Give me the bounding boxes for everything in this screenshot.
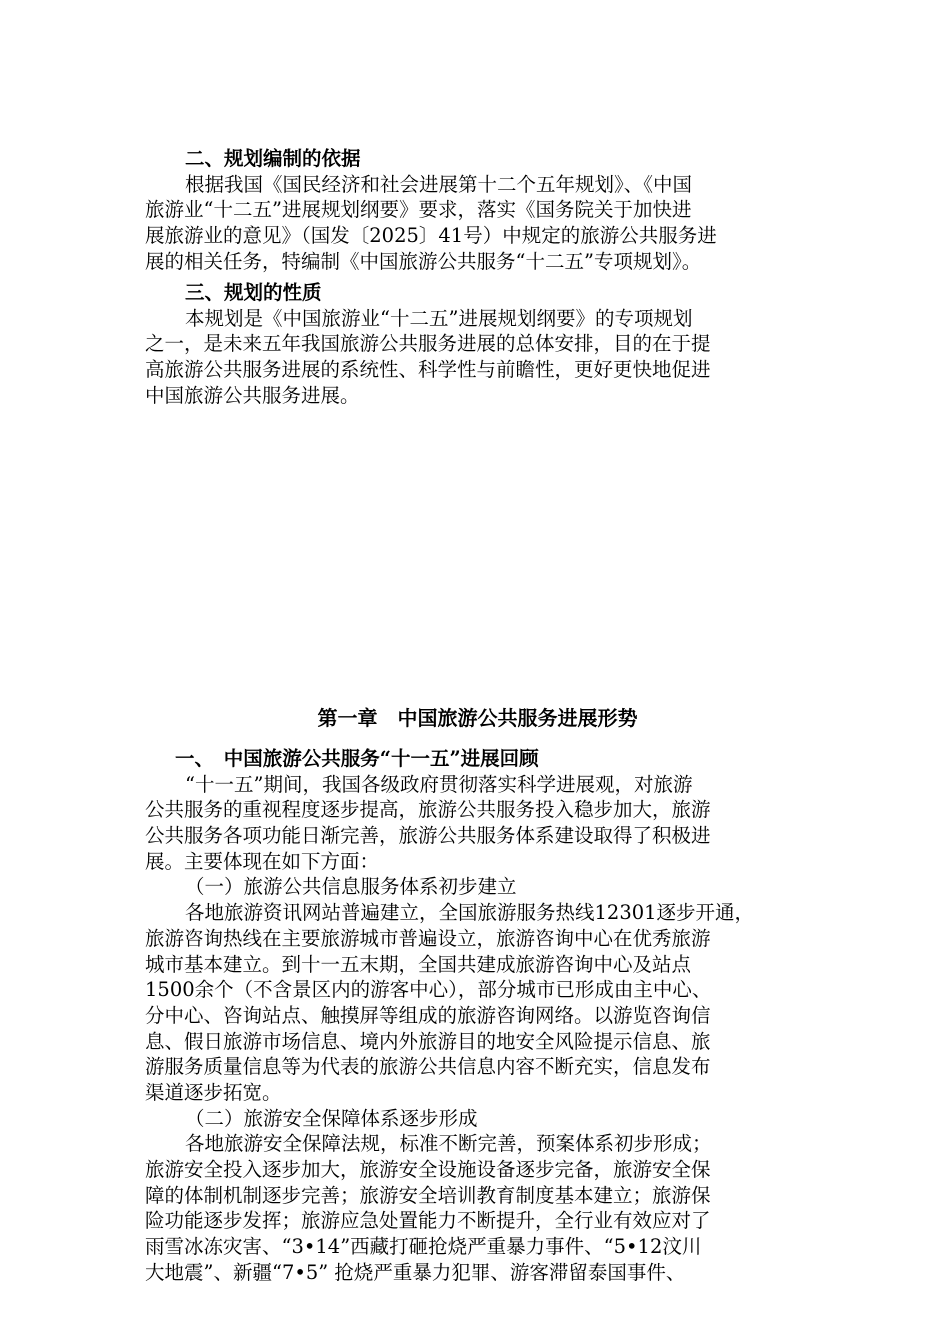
section-basis (145, 146, 810, 274)
paragraph-line: “十一五”期间，我国各级政府贯彻落实科学进展观，对旅游 (185, 772, 693, 796)
section-nature (145, 280, 810, 408)
paragraph-line: 渠道逐步拓宽。 (145, 1080, 282, 1104)
paragraph-line: 本规划是《中国旅游业“十二五”进展规划纲要》的专项规划 (185, 306, 693, 330)
section-heading-nature: 三、规划的性质 (185, 281, 322, 304)
paragraph-line: 公共服务各项功能日渐完善，旅游公共服务体系建设取得了积极进 (145, 824, 711, 848)
subsection-heading: 一、 中国旅游公共服务“十一五”进展回顾 (175, 747, 539, 770)
paragraph-line: 旅游咨询热线在主要旅游城市普遍设立，旅游咨询中心在优秀旅游 (145, 926, 711, 950)
paragraph-line: 展旅游业的意见》（国发〔2025〕41号）中规定的旅游公共服务进 (145, 224, 717, 248)
item-heading: （二）旅游安全保障体系逐步形成 (185, 1106, 478, 1130)
section-heading-basis: 二、规划编制的依据 (185, 147, 361, 170)
paragraph-line: 1500余个（不含景区内的游客中心），部分城市已形成由主中心、 (145, 978, 712, 1002)
paragraph-line: 公共服务的重视程度逐步提高，旅游公共服务投入稳步加大，旅游 (145, 798, 711, 822)
paragraph-line: 各地旅游安全保障法规，标准不断完善，预案体系初步形成； (185, 1132, 712, 1156)
paragraph-line: 各地旅游资讯网站普遍建立，全国旅游服务热线12301逐步开通， (185, 901, 755, 925)
paragraph-line: 险功能逐步发挥；旅游应急处置能力不断提升，全行业有效应对了 (145, 1209, 711, 1233)
item-heading: （一）旅游公共信息服务体系初步建立 (185, 875, 517, 899)
paragraph-line: 游服务质量信息等为代表的旅游公共信息内容不断充实，信息发布 (145, 1055, 711, 1079)
paragraph-line: 旅游安全投入逐步加大，旅游安全设施设备逐步完备，旅游安全保 (145, 1158, 711, 1181)
paragraph-line: 城市基本建立。到十一五末期，全国共建成旅游咨询中心及站点 (145, 952, 692, 976)
paragraph-line: 展。主要体现在如下方面： (145, 849, 380, 873)
chapter-title: 第一章 中国旅游公共服务进展形势 (317, 706, 638, 730)
paragraph-line: 展的相关任务，特编制《中国旅游公共服务“十二五”专项规划》。 (145, 249, 702, 273)
paragraph-line: 障的体制机制逐步完善；旅游安全培训教育制度基本建立；旅游保 (145, 1183, 711, 1207)
paragraph-line: 旅游业“十二五”进展规划纲要》要求，落实《国务院关于加快进 (145, 198, 692, 222)
paragraph-line: 中国旅游公共服务进展。 (145, 383, 360, 407)
paragraph-line: 高旅游公共服务进展的系统性、科学性与前瞻性，更好更快地促进 (145, 358, 711, 382)
paragraph-line: 分中心、咨询站点、触摸屏等组成的旅游咨询网络。以游览咨询信 (145, 1003, 711, 1027)
paragraph-line: 根据我国《国民经济和社会进展第十二个五年规划》、《中国 (185, 172, 693, 196)
paragraph-line: 大地震”、新疆“7•5” 抢烧严重暴力犯罪、游客滞留泰国事件、 (145, 1260, 686, 1284)
paragraph-line: 雨雪冰冻灾害、“3•14”西藏打砸抢烧严重暴力事件、“5•12汶川 (145, 1235, 702, 1259)
chapter-body (145, 746, 810, 1285)
paragraph-line: 之一，是未来五年我国旅游公共服务进展的总体安排，目的在于提 (145, 332, 711, 356)
paragraph-line: 息、假日旅游市场信息、境内外旅游目的地安全风险提示信息、旅 (145, 1029, 711, 1053)
